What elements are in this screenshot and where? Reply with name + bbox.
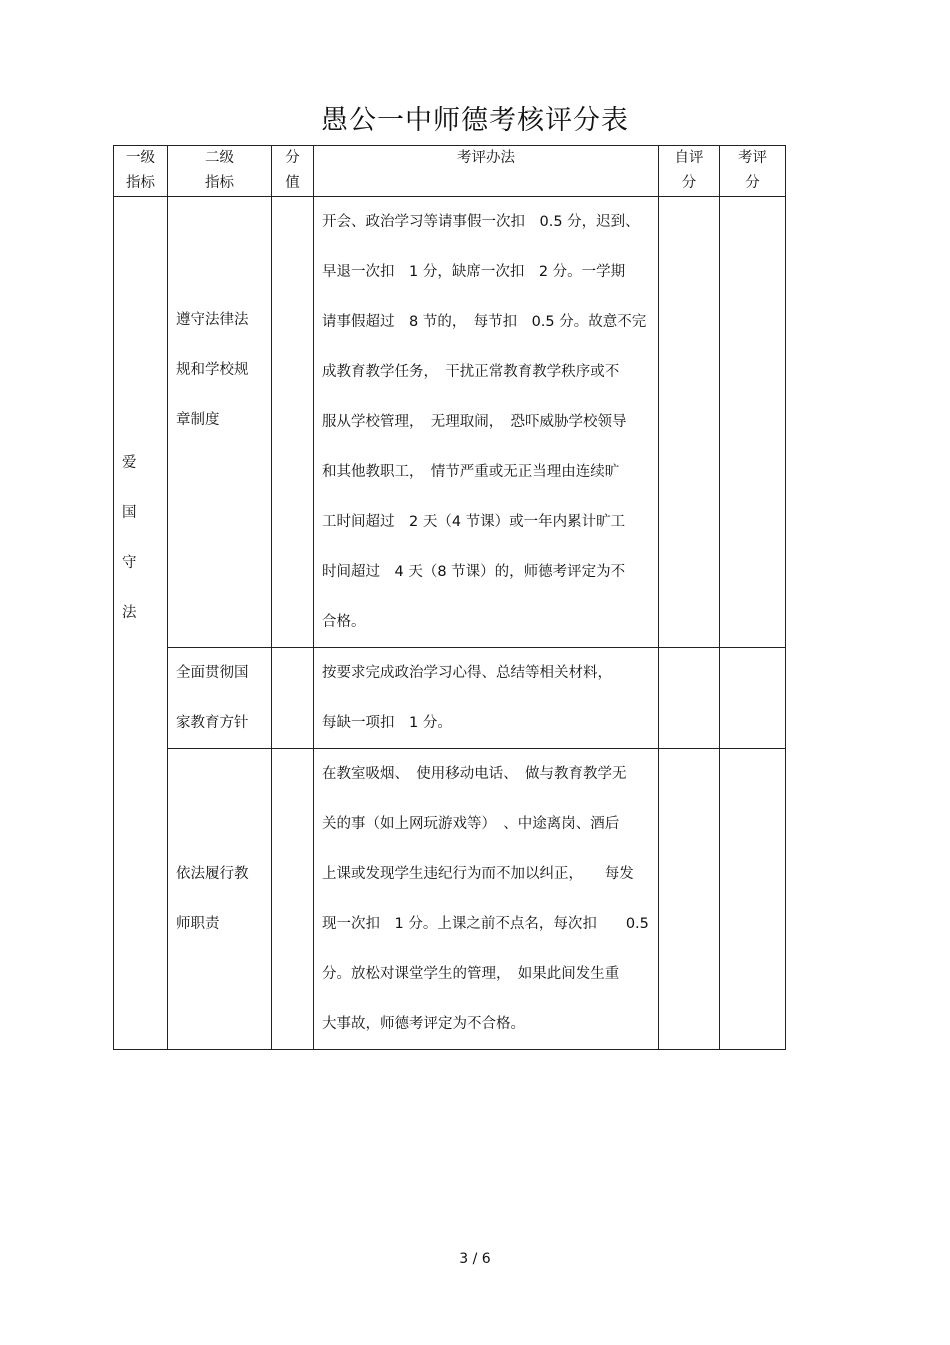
table-row bbox=[114, 197, 786, 648]
level2-cell bbox=[168, 197, 272, 648]
page-number: 3 / 6 bbox=[459, 1251, 491, 1267]
method-text: 按要求完成政治学习心得、总结等相关材料， 每缺一项扣 1 分。 bbox=[322, 665, 612, 731]
header-row bbox=[114, 146, 786, 197]
header-method: 考评办法 bbox=[314, 146, 659, 197]
score-cell bbox=[272, 648, 314, 749]
method-text: 在教室吸烟、 使用移动电话、 做与教育教学无 关的事（如上网玩游戏等） 、中途离岗、酒后 上课或发现学生违纪行为而不加以纠正， 每发 现一次扣 1 分。上课之前不点名，每次扣 0.5 分。放松对课堂学生的管理， 如果此间发生重 大事故，师德考评定为不合格。 bbox=[322, 766, 649, 1032]
score-cell bbox=[272, 749, 314, 1050]
eval-score-cell bbox=[720, 749, 786, 1050]
level2-label: 全面贯彻国 家教育方针 bbox=[176, 665, 249, 731]
self-score-cell bbox=[659, 648, 720, 749]
evaluation-table bbox=[113, 145, 786, 1050]
self-score-cell bbox=[659, 197, 720, 648]
level1-cell bbox=[114, 197, 168, 1050]
table-row bbox=[114, 648, 786, 749]
table-row bbox=[114, 749, 786, 1050]
level2-label: 依法履行教 师职责 bbox=[176, 866, 249, 932]
header-score: 分 值 bbox=[272, 146, 314, 197]
header-eval-score: 考评 分 bbox=[720, 146, 786, 197]
level2-label: 遵守法律法 规和学校规 章制度 bbox=[176, 312, 249, 428]
page-title: 愚公一中师德考核评分表 bbox=[321, 105, 629, 136]
eval-score-cell bbox=[720, 197, 786, 648]
level2-cell bbox=[168, 749, 272, 1050]
eval-score-cell bbox=[720, 648, 786, 749]
level2-cell bbox=[168, 648, 272, 749]
method-cell bbox=[314, 197, 659, 648]
header-self-score: 自评 分 bbox=[659, 146, 720, 197]
level1-label: 爱 国 守 法 bbox=[122, 455, 137, 621]
method-cell bbox=[314, 648, 659, 749]
method-cell bbox=[314, 749, 659, 1050]
self-score-cell bbox=[659, 749, 720, 1050]
method-text: 开会、政治学习等请事假一次扣 0.5 分，迟到、 早退一次扣 1 分，缺席一次扣 2 分。一学期 请事假超过 8 节的， 每节扣 0.5 分。故意不完 成教育教学任务， 干扰正常教育教学秩序或不 服从学校管理， 无理取闹， 恐吓威胁学校领导 和其他教职工， 情节严重或无正当理由连续旷 工时间超过 2 天（4 节课）或一年内累计旷工 时间超过 4 天（8 节课）的，师德考评定为不 合格。 bbox=[322, 214, 647, 630]
header-level2: 二级 指标 bbox=[168, 146, 272, 197]
score-cell bbox=[272, 197, 314, 648]
header-level1: 一级 指标 bbox=[114, 146, 168, 197]
